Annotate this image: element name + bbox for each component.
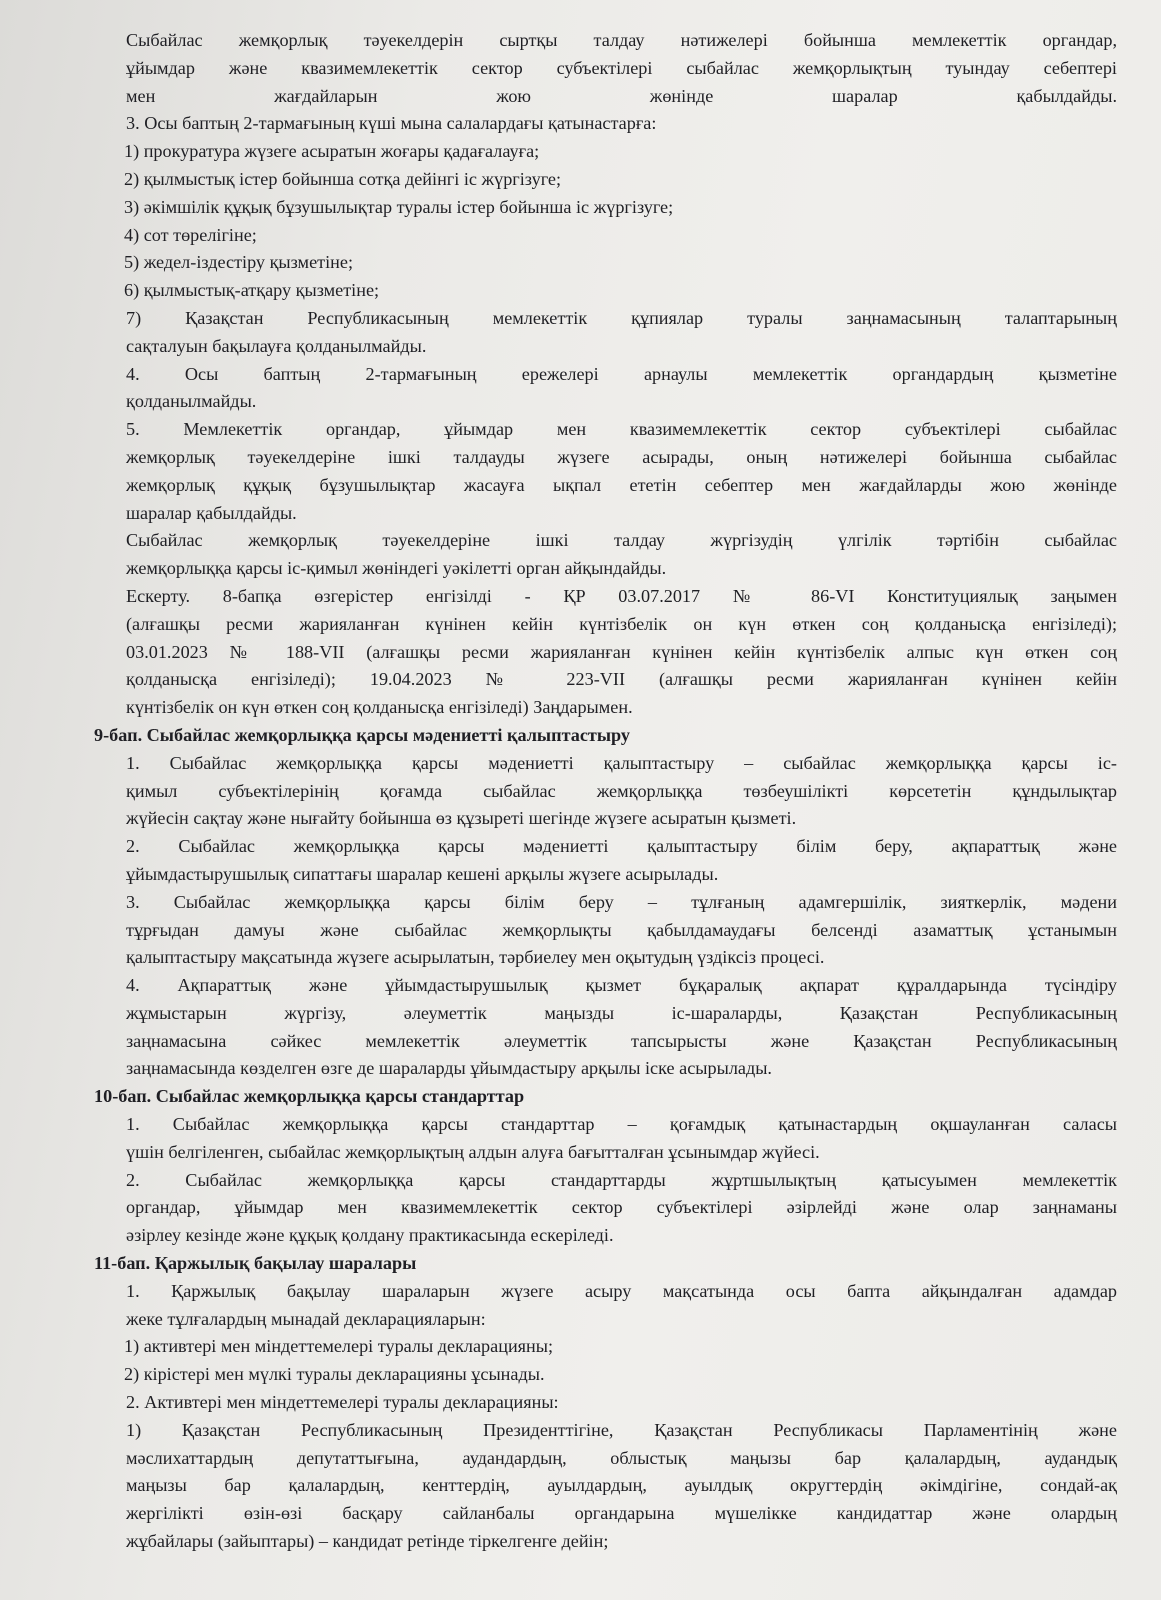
text-line: жеке тұлғалардың мынадай декларацияларын:	[126, 1308, 486, 1329]
text-line: 3. Осы баптың 2-тармағының күші мына салалардағы қатынастарға:	[126, 113, 657, 134]
text-line: Сыбайлас жемқорлық тәуекелдерін сыртқы талдау нәтижелері бойынша мемлекеттік органдар,	[126, 30, 1117, 50]
text-line: әзірлеу кезінде және құқық қолдану практикасында ескеріледі.	[126, 1225, 614, 1246]
paragraph	[90, 305, 1117, 361]
text-line: қолданылмайды.	[126, 391, 257, 412]
text-line: (алғашқы ресми жарияланған күнінен кейін күнтізбелік он күн өткен соң қолданысқа енгізіледі);	[126, 613, 1117, 634]
paragraph	[90, 110, 1117, 138]
paragraph	[90, 222, 1117, 250]
paragraph	[90, 361, 1117, 417]
paragraph	[90, 1167, 1117, 1250]
text-line: 5. Мемлекеттік органдар, ұйымдар мен квазимемлекеттік сектор субъектілері сыбайлас	[126, 419, 1117, 440]
text-line: жемқорлыққа қарсы іс-қимыл жөніндегі уәкілетті орган айқындайды.	[126, 558, 667, 579]
text-line: заңнамасына сәйкес мемлекеттік әлеуметтік тапсырысты және Қазақстан Республикасының	[126, 1030, 1117, 1051]
text-line: 2) кірістері мен мүлкі туралы декларацияны ұсынады.	[124, 1364, 545, 1385]
text-line: сақталуын бақылауға қолданылмайды.	[126, 335, 427, 356]
text-line: 3. Сыбайлас жемқорлыққа қарсы білім беру – тұлғаның адамгершілік, зияткерлік, мәдени	[126, 891, 1117, 912]
text-line: қалыптастыру мақсатында жүзеге асырылатын, тәрбиелеу мен оқытудың үздіксіз процесі.	[126, 947, 825, 968]
text-line: маңызы бар қалалардың, кенттердің, ауылдардың, ауылдық округтердің әкімдігіне, сондай-ақ	[126, 1475, 1117, 1496]
text-line: 9-бап. Сыбайлас жемқорлыққа қарсы мәдениетті қалыптастыру	[94, 724, 631, 745]
paragraph	[90, 1333, 1117, 1361]
paragraph	[90, 1278, 1117, 1334]
text-line: үшін белгіленген, сыбайлас жемқорлықтың алдын алуға бағытталған ұсынымдар жүйесі.	[126, 1141, 820, 1162]
text-line: тұрғыдан дамуы және сыбайлас жемқорлықты қабылдамаудағы белсенді азаматтық ұстанымын	[126, 919, 1117, 940]
text-line: 1. Сыбайлас жемқорлыққа қарсы мәдениетті қалыптастыру – сыбайлас жемқорлыққа қарсы іс-	[126, 752, 1117, 773]
text-line: қолданысқа енгізіледі); 19.04.2023 № 223-VII (алғашқы ресми жарияланған күнінен кейін	[126, 669, 1117, 690]
text-line: жемқорлық құқық бұзушылықтар жасауға ықпал ететін себептер мен жағдайларды жою жөнінде	[126, 474, 1117, 495]
text-line: Ескерту. 8-бапқа өзгерістер енгізілді - ҚР 03.07.2017 № 86-VI Конституциялық заңымен	[126, 585, 1117, 606]
text-line: қимыл субъектілерінің қоғамда сыбайлас жемқорлыққа төзбеушілікті көрсететін құндылықтар	[126, 780, 1117, 801]
text-line: заңнамасында көзделген өзге де шараларды ұйымдастыру арқылы іске асырылады.	[126, 1058, 772, 1079]
text-line: 4. Осы баптың 2-тармағының ережелері арнаулы мемлекеттік органдардың қызметіне	[126, 363, 1117, 384]
text-line: 4) сот төрелігіне;	[124, 224, 257, 245]
paragraph	[90, 166, 1117, 194]
paragraph	[90, 1111, 1117, 1167]
paragraph	[90, 1417, 1117, 1556]
text-line: жұбайлары (зайыптары) – кандидат ретінде тіркелгенге дейін;	[126, 1531, 609, 1552]
article-heading	[90, 722, 1117, 750]
text-line: 1. Сыбайлас жемқорлыққа қарсы стандарттар – қоғамдық қатынастардың оқшауланған саласы	[126, 1114, 1117, 1135]
text-line: 4. Ақпараттық және ұйымдастырушылық қызмет бұқаралық ақпарат құралдарында түсіндіру	[126, 975, 1117, 996]
text-line: жергілікті өзін-өзі басқару сайланбалы органдарына мүшелікке кандидаттар және олардың	[126, 1503, 1117, 1524]
text-line: 2. Сыбайлас жемқорлыққа қарсы стандарттарды жұртшылықтың қатысуымен мемлекеттік	[126, 1169, 1117, 1190]
paragraph	[90, 1389, 1117, 1417]
text-line: 11-бап. Қаржылық бақылау шаралары	[94, 1253, 417, 1274]
paragraph	[90, 833, 1117, 889]
paragraph	[90, 527, 1117, 583]
text-line: 03.01.2023 № 188-VII (алғашқы ресми жарияланған күнінен кейін күнтізбелік алпыс күн өткен соң	[126, 641, 1117, 662]
text-line: мәслихаттардың депутаттығына, аудандардың, облыстық маңызы бар қалалардың, аудандық	[126, 1447, 1117, 1468]
paragraph	[90, 750, 1117, 833]
text-line: 3) әкімшілік құқық бұзушылықтар туралы істер бойынша іс жүргізуге;	[124, 196, 674, 217]
paragraph	[90, 194, 1117, 222]
text-line: Сыбайлас жемқорлық тәуекелдеріне ішкі талдау жүргізудің үлгілік тәртібін сыбайлас	[126, 530, 1117, 551]
text-line: 1) прокуратура жүзеге асыратын жоғары қадағалауға;	[124, 141, 540, 162]
article-heading	[90, 1250, 1117, 1278]
paragraph	[90, 249, 1117, 277]
text-line: ұйымдастырушылық сипаттағы шаралар кешені арқылы жүзеге асырылады.	[126, 863, 719, 884]
paragraph	[90, 1361, 1117, 1389]
text-line: 2. Активтері мен міндеттемелері туралы декларацияны:	[126, 1392, 559, 1413]
article-heading	[90, 1083, 1117, 1111]
text-line: шаралар қабылдайды.	[126, 502, 297, 523]
paragraph	[90, 889, 1117, 972]
text-line: мен жағдайларын жою жөнінде шаралар қабылдайды.	[126, 85, 1117, 106]
text-line: 1. Қаржылық бақылау шараларын жүзеге асыру мақсатында осы бапта айқындалған адамдар	[126, 1280, 1117, 1301]
text-line: 1) активтері мен міндеттемелері туралы декларацияны;	[124, 1336, 554, 1357]
paragraph	[90, 138, 1117, 166]
paragraph	[90, 416, 1117, 527]
text-line: органдар, ұйымдар мен квазимемлекеттік сектор субъектілері әзірлейді және олар заңнаманы	[126, 1197, 1117, 1218]
text-line: 6) қылмыстық-атқару қызметіне;	[124, 280, 380, 301]
text-line: жемқорлық тәуекелдеріне ішкі талдауды жүзеге асырады, оның нәтижелері бойынша сыбайлас	[126, 446, 1117, 467]
paragraph	[90, 277, 1117, 305]
text-line: 2. Сыбайлас жемқорлыққа қарсы мәдениетті қалыптастыру білім беру, ақпараттық және	[126, 836, 1117, 857]
paragraph	[90, 972, 1117, 1083]
text-line: күнтізбелік он күн өткен соң қолданысқа енгізіледі) Заңдарымен.	[126, 697, 633, 718]
text-line: 10-бап. Сыбайлас жемқорлыққа қарсы стандарттар	[94, 1086, 525, 1107]
text-line: жүйесін сақтау және нығайту бойынша өз құзыреті шегінде жүзеге асыратын қызметі.	[126, 808, 797, 829]
text-line: 1) Қазақстан Республикасының Президенттігіне, Қазақстан Республикасы Парламентінің және	[126, 1419, 1117, 1440]
text-line: 5) жедел-іздестіру қызметіне;	[124, 252, 353, 273]
paragraph	[90, 27, 1117, 110]
text-line: жұмыстарын жүргізу, әлеуметтік маңызды іс-шараларды, Қазақстан Республикасының	[126, 1002, 1117, 1023]
text-line: ұйымдар және квазимемлекеттік сектор субъектілері сыбайлас жемқорлықтың туындау себептері	[126, 57, 1117, 78]
text-line: 7) Қазақстан Республикасының мемлекеттік құпиялар туралы заңнамасының талаптарының	[126, 307, 1117, 328]
text-line: 2) қылмыстық істер бойынша сотқа дейінгі іс жүргізуге;	[124, 168, 562, 189]
paragraph	[90, 583, 1117, 722]
